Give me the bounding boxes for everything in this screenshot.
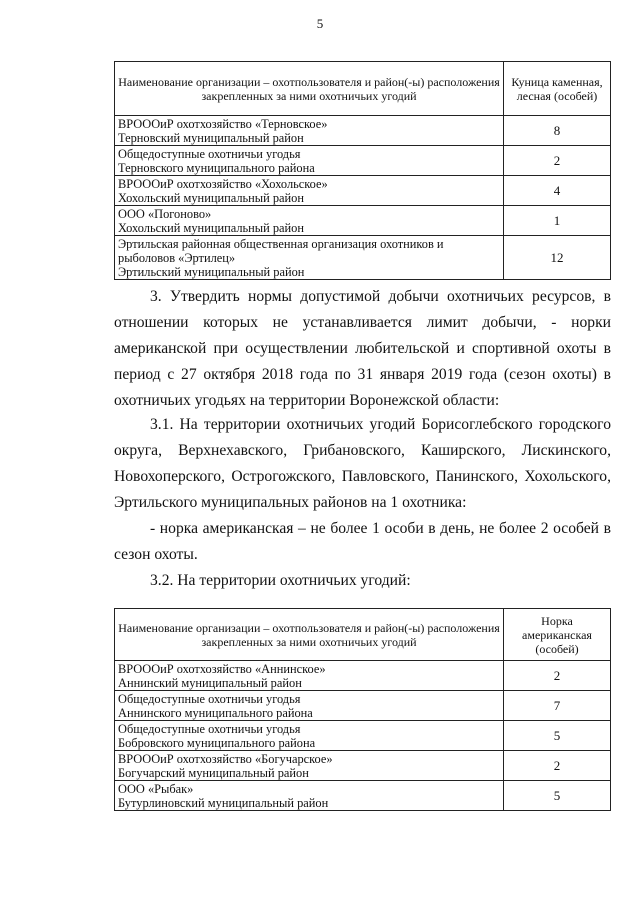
count-cell: 5 [504, 781, 611, 811]
table-row [115, 721, 611, 751]
count-cell: 2 [504, 146, 611, 176]
table-row [115, 781, 611, 811]
header-species: Норка американская (особей) [504, 609, 611, 661]
paragraph-3-2: 3.2. На территории охотничьих угодий: [150, 572, 411, 589]
district-name: Эртильский муниципальный район [118, 264, 305, 279]
organization-name: ООО «Погоново» [118, 206, 212, 221]
table-row [115, 146, 611, 176]
table-row [115, 206, 611, 236]
organization-name: Общедоступные охотничьи угодья [118, 691, 301, 706]
district-name: Терновский муниципальный район [118, 130, 304, 145]
table-row [115, 751, 611, 781]
paragraph-3: 3. Утвердить нормы допустимой добычи охотничьих ресурсов, в отношении которых не устанавливается лимит добычи, - норки американской при осуществлении любительской и спортивной охоты в период с 27 октября 2018 года по 31 января 2019 года (сезон охоты) в охотничьих угодьях на территории Воронежской области: [114, 288, 611, 409]
district-name: Бутурлиновский муниципальный район [118, 795, 329, 810]
header-organization: Наименование организации – охотпользователя и район(-ы) расположения закрепленных за ними охотничьих угодий [115, 62, 504, 116]
header-species: Куница каменная, лесная (особей) [504, 62, 611, 116]
count-cell: 2 [504, 751, 611, 781]
organization-name: ВРОООиР охотхозяйство «Аннинское» [118, 661, 326, 676]
table-row [115, 691, 611, 721]
district-name: Богучарский муниципальный район [118, 765, 309, 780]
organization-name: ВРОООиР охотхозяйство «Богучарское» [118, 751, 333, 766]
organization-name: ООО «Рыбак» [118, 781, 194, 796]
species-quota-table-mink [114, 608, 611, 811]
district-name: Аннинский муниципальный район [118, 675, 302, 690]
count-cell: 2 [504, 661, 611, 691]
count-cell: 12 [504, 236, 611, 280]
organization-name: ВРОООиР охотхозяйство «Хохольское» [118, 176, 328, 191]
count-cell: 7 [504, 691, 611, 721]
district-name: Хохольский муниципальный район [118, 190, 304, 205]
count-cell: 1 [504, 206, 611, 236]
table-row [115, 176, 611, 206]
organization-name: Общедоступные охотничьи угодья [118, 146, 301, 161]
page-number: 5 [316, 16, 324, 31]
table-row [115, 661, 611, 691]
count-cell: 4 [504, 176, 611, 206]
count-cell: 5 [504, 721, 611, 751]
organization-name: ВРОООиР охотхозяйство «Терновское» [118, 116, 328, 131]
table-header-row [115, 62, 611, 116]
species-quota-table-marten [114, 61, 611, 280]
district-name: Хохольский муниципальный район [118, 220, 304, 235]
organization-name: Общедоступные охотничьи угодья [118, 721, 301, 736]
table-row [115, 236, 611, 280]
table-header-row [115, 609, 611, 661]
district-name: Бобровского муниципального района [118, 735, 316, 750]
table-row [115, 116, 611, 146]
district-name: Терновского муниципального района [118, 160, 315, 175]
paragraph-norm: - норка американская – не более 1 особи в день, не более 2 особей в сезон охоты. [114, 520, 611, 563]
count-cell: 8 [504, 116, 611, 146]
district-name: Аннинского муниципального района [118, 705, 313, 720]
organization-name: Эртильская районная общественная организация охотников и рыболовов «Эртилец» [118, 236, 444, 265]
header-organization: Наименование организации – охотпользователя и район(-ы) расположения закрепленных за ними охотничьих угодий [115, 609, 504, 661]
paragraph-3-1: 3.1. На территории охотничьих угодий Борисоглебского городского округа, Верхнехавского, Грибановского, Каширского, Лискинского, Новохоперского, Острогожского, Павловского, Панинского, Хохольского, Эртильского муниципальных районов на 1 охотника: [114, 416, 611, 511]
